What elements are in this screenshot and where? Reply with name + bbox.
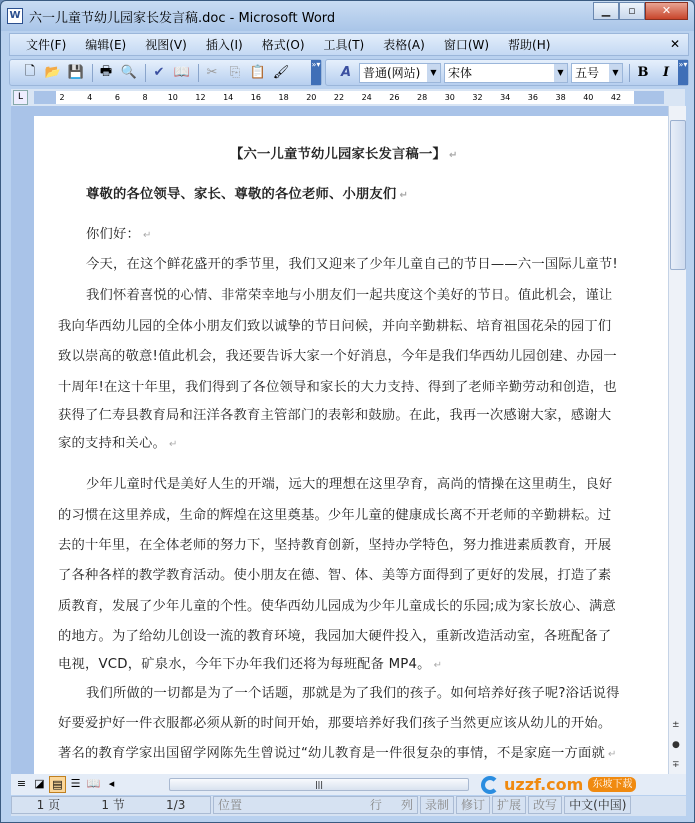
body-text-line: 今天，在这个鲜花盛开的季节里，我们又迎来了少年儿童自己的节日——六一国际儿童节! [86, 257, 618, 272]
word-app-icon: W [7, 8, 23, 24]
body-text-line: 我们所做的一切都是为了一个话题，那就是为了我们的孩子。如何培养好孩子呢?浴话说得 [86, 686, 620, 701]
body-text-line: 我向华西幼儿园的全体小朋友们致以诚挚的节日问候，并向辛勤耕耘、培育祖国花朵的园丁们 [58, 319, 612, 334]
ruler-tick-label: 28 [417, 93, 428, 102]
ruler-tick-label: 16 [250, 93, 261, 102]
font-size-select[interactable] [571, 63, 623, 83]
status-language: 中文(中国) [564, 796, 631, 814]
font-select[interactable] [444, 63, 568, 83]
status-page-count: 1/3 [166, 798, 186, 812]
status-extend[interactable]: 扩展 [492, 796, 526, 814]
menu-view[interactable]: 视图(V) [145, 38, 187, 52]
italic-button[interactable]: I [662, 65, 670, 80]
body-text-line: 家的支持和关心。 ↵ [58, 436, 178, 451]
menu-insert[interactable]: 插入(I) [205, 38, 243, 52]
web-view-icon[interactable]: ◪ [34, 777, 45, 790]
ruler-tick-label: 36 [527, 93, 538, 102]
body-text-line: 的地方。为了给幼儿创设一流的教育环境，我园加大硬件投入，重新改造活动室，各班配备了 [58, 629, 612, 644]
font-value: 宋体 [448, 66, 473, 80]
horizontal-scrollbar[interactable]: ||| [169, 778, 469, 791]
next-page-icon[interactable]: ∓ [672, 760, 680, 770]
ruler-tick-label: 38 [555, 93, 566, 102]
spelling-icon[interactable]: ✔ [153, 65, 165, 80]
scroll-left-icon[interactable]: ◂ [108, 777, 115, 790]
chevron-down-icon: ▼ [609, 64, 622, 82]
chevron-down-icon: ▼ [554, 64, 567, 82]
status-row: 行 [369, 798, 382, 812]
uzzf-watermark-logo [481, 774, 636, 795]
ruler-tick-label: 20 [306, 93, 317, 102]
ruler-tick-label: 12 [195, 93, 206, 102]
ruler-tick-label: 42 [610, 93, 622, 102]
minimize-button[interactable]: ▁ [593, 2, 619, 20]
styles-icon[interactable]: A [340, 65, 352, 80]
menu-table[interactable]: 表格(A) [383, 38, 425, 52]
ruler-tick-label: 8 [142, 93, 148, 102]
ruler-tick-label: 22 [333, 93, 345, 102]
bold-button[interactable]: B [637, 65, 649, 80]
body-text-line: 致以崇高的敬意!值此机会，我还要告诉大家一个好消息，今年是我们华西幼儿园创建、办园一 [58, 349, 617, 364]
body-text-line: 电视，VCD，矿泉水，今年下办年我们还将为每班配备 MP4。 ↵ [58, 657, 443, 672]
close-document-icon[interactable]: ✕ [669, 37, 680, 51]
menu-file[interactable]: 文件(F) [26, 38, 67, 52]
research-icon[interactable]: 📖 [173, 65, 191, 80]
view-bar [11, 774, 686, 795]
font-size-value: 五号 [575, 66, 600, 80]
body-text-line: 好要爱护好一件衣服都必须从新的时间开始，那要培养好我们孩子当然更应该从幼儿的开始。 [58, 716, 612, 731]
status-col: 列 [400, 798, 413, 812]
print-preview-icon[interactable]: 🔍 [120, 65, 138, 80]
normal-view-icon[interactable]: ≡ [16, 777, 27, 790]
body-text-line: 质教育，发展了少年儿童的个性。使华西幼儿园成为少年儿童成长的乐园;成为家长放心、满意 [58, 599, 617, 614]
paste-icon[interactable]: 📋 [249, 65, 267, 80]
style-select[interactable] [359, 63, 441, 83]
ruler-tick-label: 30 [444, 93, 455, 102]
tab-selector[interactable]: L [13, 90, 28, 105]
body-text-line: 的习惯在这里养成，生命的辉煌在这里奠基。少年儿童的健康成长离不开老师的辛勤耕耘。过 [58, 508, 612, 523]
close-button[interactable]: ✕ [645, 2, 688, 20]
status-track-changes[interactable]: 修订 [456, 796, 490, 814]
ruler-tick-label: 6 [114, 93, 120, 102]
document-title: 【六一儿童节幼儿园家长发言稿一】 ↵ [230, 147, 458, 162]
body-text-line: 我们怀着喜悦的心情、非常荣幸地与小朋友们一起共度这个美好的节日。值此机会，谨让 [86, 288, 613, 303]
status-overtype[interactable]: 改写 [528, 796, 562, 814]
standard-toolbar [9, 59, 322, 86]
status-section: 1 节 [101, 798, 125, 812]
body-text-line: 了各种各样的教学教育活动。使小朋友在德、智、体、美等方面得到了更好的发展，打造了素 [58, 568, 612, 583]
body-text-line: 十周年!在这十年里，我们得到了各位领导和家长的大力支持、得到了老师辛勤劳动和创造，也 [58, 380, 617, 395]
toolbar-options-icon[interactable]: »▾ [678, 60, 688, 85]
new-icon[interactable]: 🗋 [24, 63, 36, 79]
greeting: 你们好： ↵ [86, 227, 152, 242]
ruler-tick-label: 32 [472, 93, 483, 102]
print-layout-view-icon[interactable]: ▤ [49, 776, 66, 793]
ruler-tick-label: 24 [361, 93, 372, 102]
status-position: 位置 [218, 798, 243, 812]
ruler-tick-label: 18 [278, 93, 289, 102]
format-painter-icon[interactable]: 🖌 [272, 65, 290, 80]
menu-edit[interactable]: 编辑(E) [85, 38, 127, 52]
ruler-tick-label: 34 [500, 93, 511, 102]
menu-help[interactable]: 帮助(H) [508, 38, 551, 52]
logo-text: uzzf.com [504, 774, 584, 794]
open-icon[interactable]: 📂 [44, 65, 62, 80]
maximize-button[interactable]: ▫ [619, 2, 645, 20]
menu-window[interactable]: 窗口(W) [443, 38, 490, 52]
horizontal-ruler[interactable] [11, 89, 685, 106]
ruler-tick-label: 40 [583, 93, 594, 102]
document-area[interactable] [11, 106, 668, 774]
cut-icon[interactable]: ✂ [206, 65, 218, 80]
body-text-line: 少年儿童时代是美好人生的开端，远大的理想在这里孕育，高尚的情操在这里萌生，良好 [86, 477, 613, 492]
formatting-toolbar [325, 59, 689, 86]
status-bar [11, 796, 686, 816]
status-page: 1 页 [36, 798, 61, 812]
vertical-scrollbar[interactable] [668, 106, 686, 774]
body-text-line: 去的十年里，在全体老师的努力下，坚持教育创新，坚持办学特色，努力推进素质教育，开展 [58, 538, 612, 553]
ruler-tick-label: 4 [87, 93, 93, 102]
toolbar-options-icon[interactable]: »▾ [311, 60, 321, 85]
ruler-tick-label: 2 [59, 93, 65, 102]
ruler-tick-label: 14 [223, 93, 234, 102]
menu-format[interactable]: 格式(O) [261, 38, 305, 52]
menu-bar [9, 33, 689, 56]
menu-tools[interactable]: 工具(T) [323, 38, 365, 52]
print-icon[interactable]: 🖶 [99, 63, 113, 79]
salutation: 尊敬的各位领导、家长、尊敬的各位老师、小朋友们 ↵ [86, 187, 409, 202]
logo-swirl-icon [481, 776, 499, 794]
outline-view-icon[interactable]: ☰ [70, 777, 81, 790]
chevron-down-icon: ▼ [427, 64, 440, 82]
body-text-line: 著名的教育学家出国留学网陈先生曾说过“幼儿教育是一件很复杂的事情，不是家庭一方面就 ↵ [58, 746, 617, 761]
document-page[interactable] [34, 116, 668, 774]
browse-object-icon[interactable]: ● [672, 740, 680, 750]
copy-icon[interactable]: ⎘ [229, 65, 241, 80]
save-icon[interactable]: 💾 [67, 65, 85, 80]
ruler-tick-label: 10 [167, 93, 178, 102]
status-record[interactable]: 录制 [420, 796, 454, 814]
ruler-tick-label: 26 [389, 93, 400, 102]
body-text-line: 获得了仁寿县教育局和汪洋各教育主管部门的表彰和鼓励。在此，我再一次感谢大家，感谢大 [58, 408, 612, 423]
scroll-thumb[interactable] [670, 120, 686, 270]
style-value: 普通(网站) [363, 66, 421, 80]
window-title: 六一儿童节幼儿园家长发言稿.doc - Microsoft Word [29, 10, 336, 26]
previous-page-icon[interactable]: ± [672, 720, 680, 730]
reading-view-icon[interactable]: 📖 [86, 777, 101, 790]
title-bar [1, 1, 694, 31]
logo-tag: 东坡下载 [588, 777, 636, 792]
